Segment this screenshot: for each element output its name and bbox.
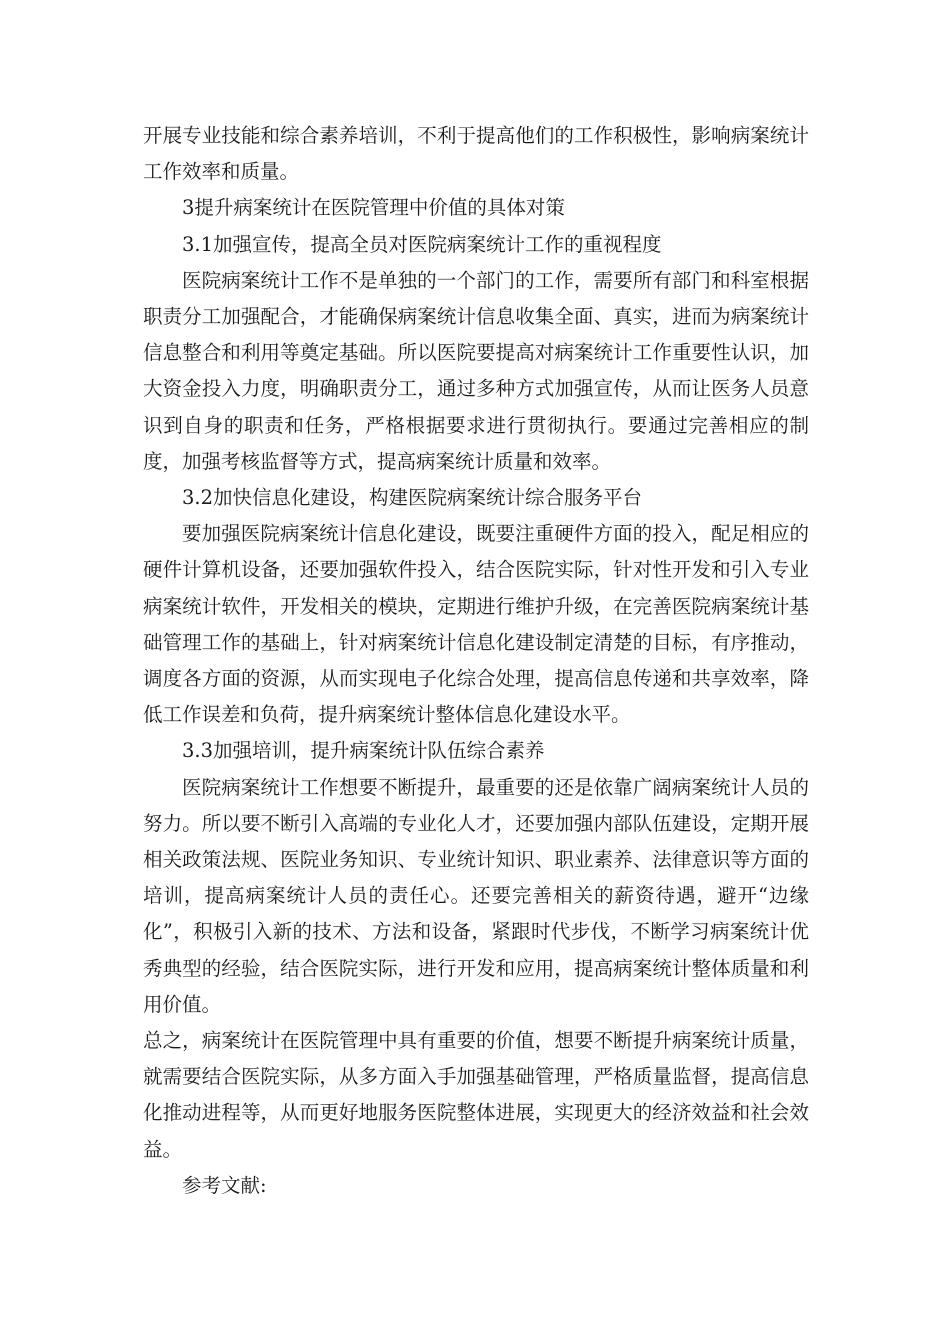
- paragraph-conclusion: 总之，病案统计在医院管理中具有重要的价值，想要不断提升病案统计质量，就需要结合医院实际，从多方面入手加强基础管理，严格质量监督，提高信息化推动进程等，从而更好地服务医院整体进展，实现更大的经济效益和社会效益。: [143, 1029, 809, 1161]
- section-heading-3: 3提升病案统计在医院管理中价值的具体对策: [182, 196, 565, 220]
- subsection-heading-3-3: 3.3加强培训，提升病案统计队伍综合素养: [182, 739, 545, 763]
- document-body: [143, 118, 809, 1204]
- subsection-heading-3-1: 3.1加强宣传，提高全员对医院病案统计工作的重视程度: [182, 232, 662, 256]
- paragraph-3-3-body: 医院病案统计工作想要不断提升，最重要的还是依靠广阔病案统计人员的努力。所以要不断引入高端的专业化人才，还要加强内部队伍建设，定期开展相关政策法规、医院业务知识、专业统计知识、职业素养、法律意识等方面的培训，提高病案统计人员的责任心。还要完善相关的薪资待遇，避开“边缘化”，积极引入新的技术、方法和设备，紧跟时代步伐，不断学习病案统计优秀典型的经验，结合医院实际，进行开发和应用，提高病案统计整体质量和利用价值。: [143, 775, 809, 1016]
- subsection-heading-3-2: 3.2加快信息化建设，构建医院病案统计综合服务平台: [182, 486, 643, 510]
- references-heading: 参考文献:: [182, 1173, 267, 1197]
- paragraph-continued-text: 开展专业技能和综合素养培训，不利于提高他们的工作积极性，影响病案统计工作效率和质量。: [143, 124, 809, 184]
- paragraph-3-1-body: 医院病案统计工作不是单独的一个部门的工作，需要所有部门和科室根据职责分工加强配合，才能确保病案统计信息收集全面、真实，进而为病案统计信息整合和利用等奠定基础。所以医院要提高对病案统计工作重要性认识，加大资金投入力度，明确职责分工，通过多种方式加强宣传，从而让医务人员意识到自身的职责和任务，严格根据要求进行贯彻执行。要通过完善相应的制度，加强考核监督等方式，提高病案统计质量和效率。: [143, 268, 809, 473]
- paragraph-3-2-body: 要加强医院病案统计信息化建设，既要注重硬件方面的投入，配足相应的硬件计算机设备，还要加强软件投入，结合医院实际，针对性开发和引入专业病案统计软件，开发相关的模块，定期进行维护升级，在完善医院病案统计基础管理工作的基础上，针对病案统计信息化建设制定清楚的目标，有序推动，调度各方面的资源，从而实现电子化综合处理，提高信息传递和共享效率，降低工作误差和负荷，提升病案统计整体信息化建设水平。: [143, 522, 809, 727]
